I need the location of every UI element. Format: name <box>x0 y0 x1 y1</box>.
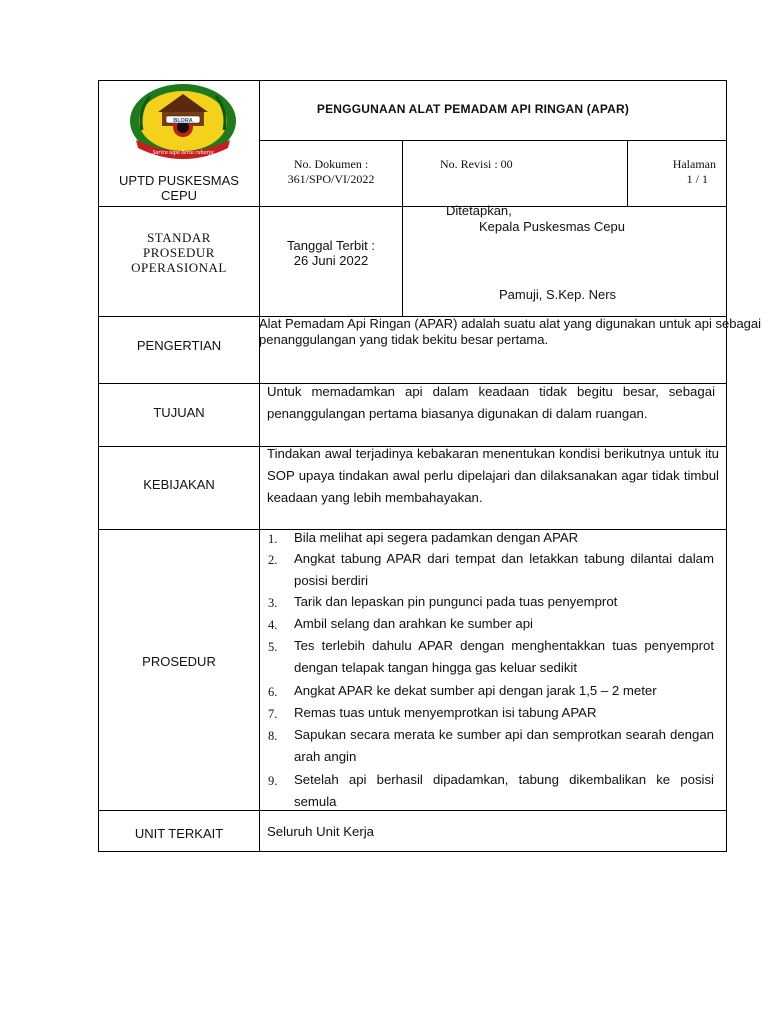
organization-name <box>99 173 259 203</box>
procedure-step-7 <box>268 702 714 724</box>
svg-text:BLORA: BLORA <box>173 118 193 124</box>
document-number-label: No. Dokumen : <box>293 157 369 171</box>
procedure-step-text: Tarik dan lepaskan pin pungunci pada tuas penyemprot <box>294 594 618 609</box>
procedure-step-number: 3. <box>268 596 278 610</box>
approval-label: Ditetapkan, <box>446 203 512 218</box>
procedure-step-text: Angkat tabung APAR dari tempat dan letakkan tabung dilantai dalam posisi berdiri <box>294 551 714 588</box>
blora-emblem-icon <box>128 82 238 160</box>
pengertian-text: Alat Pemadam Api Ringan (APAR) adalah suatu alat yang digunakan untuk api sebagai penanggulangan yang tidak bekitu besar pertama. <box>259 316 762 347</box>
sop-type-line-1: STANDAR <box>147 230 211 245</box>
procedure-step-3 <box>268 591 714 613</box>
procedure-step-number: 4. <box>268 618 278 632</box>
unit-terkait-label: UNIT TERKAIT <box>134 826 224 841</box>
organization-line-1: UPTD PUSKESMAS <box>119 173 239 188</box>
procedure-step-text: Angkat APAR ke dekat sumber api dengan jarak 1,5 – 2 meter <box>294 683 657 698</box>
page-value: 1 / 1 <box>686 172 708 186</box>
procedure-step-number: 1. <box>268 532 278 546</box>
procedure-step-text: Sapukan secara merata ke sumber api dan semprotkan searah dengan arah angin <box>294 727 714 764</box>
procedure-step-number: 9. <box>268 774 278 788</box>
sop-type-line-2: PROSEDUR <box>143 245 215 260</box>
page-label: Halaman <box>672 157 716 171</box>
issue-date-value: 26 Juni 2022 <box>293 253 369 268</box>
approver-title: Kepala Puskesmas Cepu <box>479 219 625 234</box>
sop-type <box>99 230 259 275</box>
unit-terkait-text: Seluruh Unit Kerja <box>267 824 375 839</box>
page-info <box>628 157 716 187</box>
procedure-step-6 <box>268 680 714 702</box>
procedure-step-text: Remas tuas untuk menyemprotkan isi tabung APAR <box>294 705 597 720</box>
procedure-step-number: 2. <box>268 553 278 567</box>
svg-text:Sarira tapa kerta raharja: Sarira tapa kerta raharja <box>152 150 214 156</box>
procedure-step-8 <box>268 724 714 768</box>
procedure-step-text: Tes terlebih dahulu APAR dengan menghentakkan tuas penyemprot dengan telapak tangan hingga gas keluar sedikit <box>294 638 714 675</box>
tujuan-label: TUJUAN <box>153 405 205 420</box>
procedure-step-number: 7. <box>268 707 278 721</box>
kebijakan-label: KEBIJAKAN <box>143 477 215 492</box>
document-number <box>260 157 402 187</box>
sop-type-line-3: OPERASIONAL <box>131 260 227 275</box>
organization-line-2: CEPU <box>160 188 198 203</box>
procedure-step-number: 6. <box>268 685 278 699</box>
approver-name: Pamuji, S.Kep. Ners <box>499 287 617 302</box>
prosedur-label: PROSEDUR <box>142 654 216 669</box>
procedure-step-text: Setelah api berhasil dipadamkan, tabung dikembalikan ke posisi semula <box>294 772 714 809</box>
issue-date <box>260 238 402 268</box>
revision-number: No. Revisi : 00 <box>440 157 513 171</box>
procedure-step-number: 5. <box>268 640 278 654</box>
procedure-step-text: Ambil selang dan arahkan ke sumber api <box>294 616 533 631</box>
procedure-step-1 <box>268 527 714 549</box>
procedure-step-2 <box>268 548 714 592</box>
procedure-step-text: Bila melihat api segera padamkan dengan APAR <box>294 530 579 545</box>
issue-date-label: Tanggal Terbit : <box>287 238 375 253</box>
procedure-step-5 <box>268 635 714 679</box>
procedure-step-4 <box>268 613 714 635</box>
procedure-step-9 <box>268 769 714 813</box>
blora-logo <box>128 82 238 160</box>
document-number-value: 361/SPO/VI/2022 <box>287 172 375 186</box>
tujuan-text: Untuk memadamkan api dalam keadaan tidak begitu besar, sebagai penanggulangan pertama biasanya digunakan di dalam ruangan. <box>267 384 715 421</box>
pengertian-label: PENGERTIAN <box>136 338 222 353</box>
kebijakan-text: Tindakan awal terjadinya kebakaran menentukan kondisi berikutnya untuk itu SOP upaya tindakan awal perlu dipelajari dan dilaksanakan agar tidak timbul keadaan yang lebih membahayakan. <box>267 446 719 505</box>
document-title: PENGGUNAAN ALAT PEMADAM API RINGAN (APAR) <box>316 102 630 116</box>
procedure-step-number: 8. <box>268 729 278 743</box>
